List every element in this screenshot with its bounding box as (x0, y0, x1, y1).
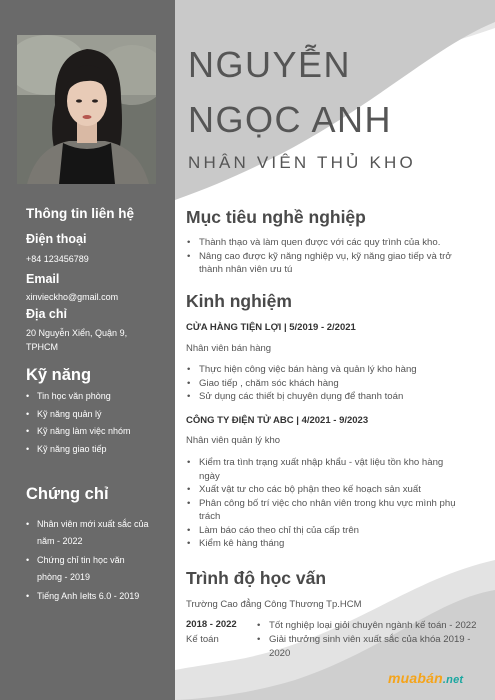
job-2-duties (186, 456, 466, 551)
duty-item: • Kiểm tra tình trạng xuất nhập khẩu - vật liệu tồn kho hàng ngày (186, 456, 466, 483)
objective-item: • Nâng cao được kỹ năng nghiệp vụ, kỹ năng giao tiếp và trở thành nhân viên ưu tú (186, 250, 476, 277)
phone-label: Điện thoại (26, 232, 87, 246)
duty-item: • Phân công bố trí việc cho nhân viên trong khu vực mình phụ trách (186, 497, 466, 524)
achievement-item: • Tốt nghiệp loại giỏi chuyên ngành kế toán - 2022 (255, 619, 480, 633)
cert-line: Nhân viên mới xuất sắc của (37, 519, 149, 529)
skills-list (26, 388, 131, 458)
job-1-title: CỬA HÀNG TIỆN LỢI | 5/2019 - 2/2021 (186, 322, 356, 333)
job-title: NHÂN VIÊN THỦ KHO (188, 153, 416, 172)
phone-value: +84 123456789 (26, 254, 89, 264)
job-1-position: Nhân viên bán hàng (186, 343, 272, 354)
brand-logo (388, 670, 463, 686)
duty-item: • Thực hiện công việc bán hàng và quản lý kho hàng (186, 363, 476, 377)
name-first: NGUYỄN (188, 44, 352, 85)
sidebar (0, 0, 175, 700)
duty-item: • Làm báo cáo theo chỉ thị của cấp trên (186, 524, 466, 538)
portrait-photo (17, 35, 156, 184)
skill-item: • Tin học văn phòng (26, 388, 131, 406)
certs-list (26, 516, 148, 605)
skills-heading: Kỹ năng (26, 366, 92, 384)
email-label: Email (26, 272, 60, 286)
address-line-2: TPHCM (26, 342, 58, 352)
main-content (175, 0, 495, 700)
cert-item (26, 516, 148, 549)
skill-item: • Kỹ năng làm việc nhóm (26, 423, 131, 441)
cert-line: phòng - 2019 (37, 571, 91, 582)
education-major: Kế toán (186, 634, 219, 645)
duty-item: • Kiểm kê hàng tháng (186, 537, 466, 551)
brand-logo-name: muabán (388, 670, 443, 686)
name-last: NGỌC ANH (188, 99, 393, 140)
objective-list (186, 236, 476, 277)
duty-item: • Xuất vật tư cho các bộ phận theo kế hoạch sản xuất (186, 483, 466, 497)
duty-item: • Giao tiếp , chăm sóc khách hàng (186, 377, 476, 391)
school-name: Trường Cao đẳng Công Thương Tp.HCM (186, 599, 362, 610)
address-line-1: 20 Nguyễn Xiển, Quận 9, (26, 328, 128, 338)
avatar (17, 35, 156, 184)
cert-line: Tiếng Anh Ielts 6.0 - 2019 (37, 591, 140, 601)
job-2-title: CÔNG TY ĐIỆN TỬ ABC | 4/2021 - 9/2023 (186, 415, 369, 426)
email-value: xinvieckho@gmail.com (26, 292, 119, 302)
cert-item (26, 588, 148, 605)
objective-item: • Thành thạo và làm quen được với các quy trình của kho. (186, 236, 476, 250)
experience-heading: Kinh nghiệm (186, 291, 292, 311)
cert-item (26, 552, 148, 585)
job-1-duties (186, 363, 476, 404)
certs-heading: Chứng chỉ (26, 485, 109, 503)
cert-line: Chứng chỉ tin học văn (37, 555, 125, 565)
address-label: Địa chỉ (26, 307, 67, 321)
education-heading: Trình độ học vấn (186, 568, 327, 588)
duty-item: • Sử dụng các thiết bị chuyên dụng để thanh toán (186, 390, 476, 404)
brand-logo-tld: .net (442, 674, 464, 686)
skill-item: • Kỹ năng giao tiếp (26, 441, 131, 459)
contact-heading: Thông tin liên hệ (26, 206, 134, 221)
skill-item: • Kỹ năng quản lý (26, 406, 131, 424)
achievement-item: • Giải thưởng sinh viên xuất sắc của khóa 2019 - 2020 (255, 633, 480, 661)
job-2-position: Nhân viên quản lý kho (186, 435, 281, 446)
education-achievements (255, 619, 480, 661)
education-years: 2018 - 2022 (186, 619, 237, 630)
cert-line: năm - 2022 (37, 535, 83, 546)
objective-heading: Mục tiêu nghề nghiệp (186, 207, 366, 227)
